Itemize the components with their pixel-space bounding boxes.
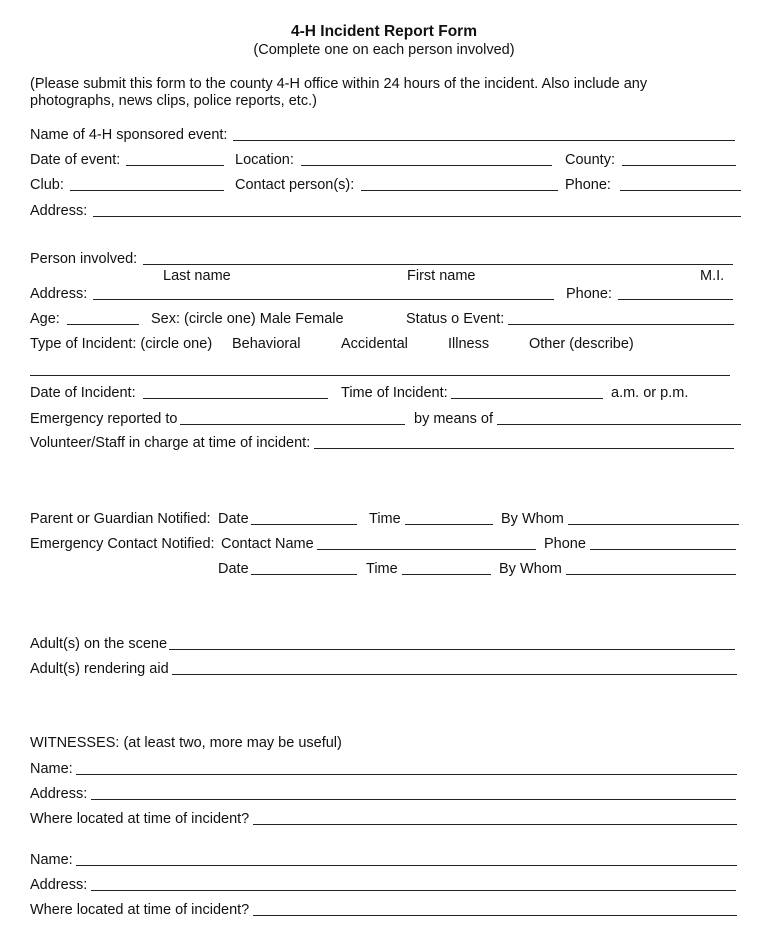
club-label: Club: xyxy=(30,177,64,193)
by-means-label: by means of xyxy=(414,411,493,427)
location-field[interactable] xyxy=(301,165,552,166)
witness-1-name-label: Name: xyxy=(30,761,73,777)
adults-on-scene-label: Adult(s) on the scene xyxy=(30,636,168,652)
incident-time-field[interactable] xyxy=(451,398,603,399)
location-label: Location: xyxy=(235,152,294,168)
reported-to-label: Emergency reported to xyxy=(30,411,178,427)
event-name-field[interactable] xyxy=(233,140,735,141)
by-means-field[interactable] xyxy=(497,424,741,425)
parent-date-label: Date xyxy=(218,511,249,527)
incident-date-label: Date of Incident: xyxy=(30,385,136,401)
age-label: Age: xyxy=(30,311,60,327)
type-illness[interactable]: Illness xyxy=(448,336,490,352)
contact-date-label: Date xyxy=(218,561,249,577)
instructions-line-2: photographs, news clips, police reports, etc.) xyxy=(30,93,317,109)
event-date-field[interactable] xyxy=(126,165,224,166)
event-date-label: Date of event: xyxy=(30,152,121,168)
witness-1-address-field[interactable] xyxy=(91,799,736,800)
am-pm-choice[interactable]: a.m. or p.m. xyxy=(611,385,689,401)
adults-rendering-aid-label: Adult(s) rendering aid xyxy=(30,661,169,677)
parent-time-field[interactable] xyxy=(405,524,493,525)
witness-2-location-label: Where located at time of incident? xyxy=(30,902,250,918)
incident-type-label: Type of Incident: (circle one) xyxy=(30,336,213,352)
person-involved-label: Person involved: xyxy=(30,251,138,267)
witness-2-name-field[interactable] xyxy=(76,865,737,866)
form-subtitle: (Complete one on each person involved) xyxy=(253,42,515,58)
witness-1-location-label: Where located at time of incident? xyxy=(30,811,250,827)
status-label: Status o Event: xyxy=(406,311,505,327)
contact-name-field[interactable] xyxy=(317,549,536,550)
person-phone-field[interactable] xyxy=(618,299,733,300)
age-field[interactable] xyxy=(67,324,139,325)
club-phone-field[interactable] xyxy=(620,190,741,191)
witness-1-location-field[interactable] xyxy=(253,824,737,825)
parent-notified-label: Parent or Guardian Notified: xyxy=(30,511,211,527)
type-accidental[interactable]: Accidental xyxy=(341,336,408,352)
other-description-field[interactable] xyxy=(30,375,730,376)
status-field[interactable] xyxy=(508,324,734,325)
in-charge-field[interactable] xyxy=(314,448,734,449)
reported-to-field[interactable] xyxy=(180,424,405,425)
event-address-label: Address: xyxy=(30,203,88,219)
instructions-line-1: (Please submit this form to the county 4-H office within 24 hours of the incident. Also include any xyxy=(30,76,648,92)
witness-1-address-label: Address: xyxy=(30,786,88,802)
witness-2-address-field[interactable] xyxy=(91,890,736,891)
type-other[interactable]: Other (describe) xyxy=(529,336,634,352)
witnesses-heading: WITNESSES: (at least two, more may be useful) xyxy=(30,735,342,751)
contact-time-field[interactable] xyxy=(402,574,491,575)
contact-time-label: Time xyxy=(366,561,398,577)
contact-name-label: Contact Name xyxy=(221,536,314,552)
parent-by-whom-label: By Whom xyxy=(501,511,564,527)
county-field[interactable] xyxy=(622,165,736,166)
incident-time-label: Time of Incident: xyxy=(341,385,448,401)
parent-date-field[interactable] xyxy=(251,524,357,525)
witness-2-address-label: Address: xyxy=(30,877,88,893)
type-behavioral[interactable]: Behavioral xyxy=(232,336,301,352)
emergency-contact-label: Emergency Contact Notified: xyxy=(30,536,215,552)
contact-by-whom-field[interactable] xyxy=(566,574,736,575)
contact-by-whom-label: By Whom xyxy=(499,561,562,577)
contact-person-field[interactable] xyxy=(361,190,558,191)
adults-rendering-aid-field[interactable] xyxy=(172,674,737,675)
contact-person-label: Contact person(s): xyxy=(235,177,355,193)
incident-date-field[interactable] xyxy=(143,398,328,399)
first-name-caption: First name xyxy=(407,268,476,284)
witness-2-name-label: Name: xyxy=(30,852,73,868)
sex-label: Sex: (circle one) Male Female xyxy=(151,311,344,327)
person-involved-field[interactable] xyxy=(143,264,733,265)
person-address-field[interactable] xyxy=(93,299,554,300)
contact-phone-label: Phone xyxy=(544,536,586,552)
club-field[interactable] xyxy=(70,190,224,191)
parent-time-label: Time xyxy=(369,511,401,527)
adults-on-scene-field[interactable] xyxy=(169,649,735,650)
parent-by-whom-field[interactable] xyxy=(568,524,739,525)
witness-2-location-field[interactable] xyxy=(253,915,737,916)
in-charge-label: Volunteer/Staff in charge at time of incident: xyxy=(30,435,311,451)
event-address-field[interactable] xyxy=(93,216,741,217)
contact-phone-field[interactable] xyxy=(590,549,736,550)
club-phone-label: Phone: xyxy=(565,177,611,193)
event-name-label: Name of 4-H sponsored event: xyxy=(30,127,228,143)
county-label: County: xyxy=(565,152,615,168)
person-address-label: Address: xyxy=(30,286,88,302)
form-title: 4-H Incident Report Form xyxy=(290,23,477,40)
middle-initial-caption: M.I. xyxy=(700,268,725,284)
witness-1-name-field[interactable] xyxy=(76,774,737,775)
last-name-caption: Last name xyxy=(163,268,231,284)
person-phone-label: Phone: xyxy=(566,286,612,302)
contact-date-field[interactable] xyxy=(251,574,357,575)
